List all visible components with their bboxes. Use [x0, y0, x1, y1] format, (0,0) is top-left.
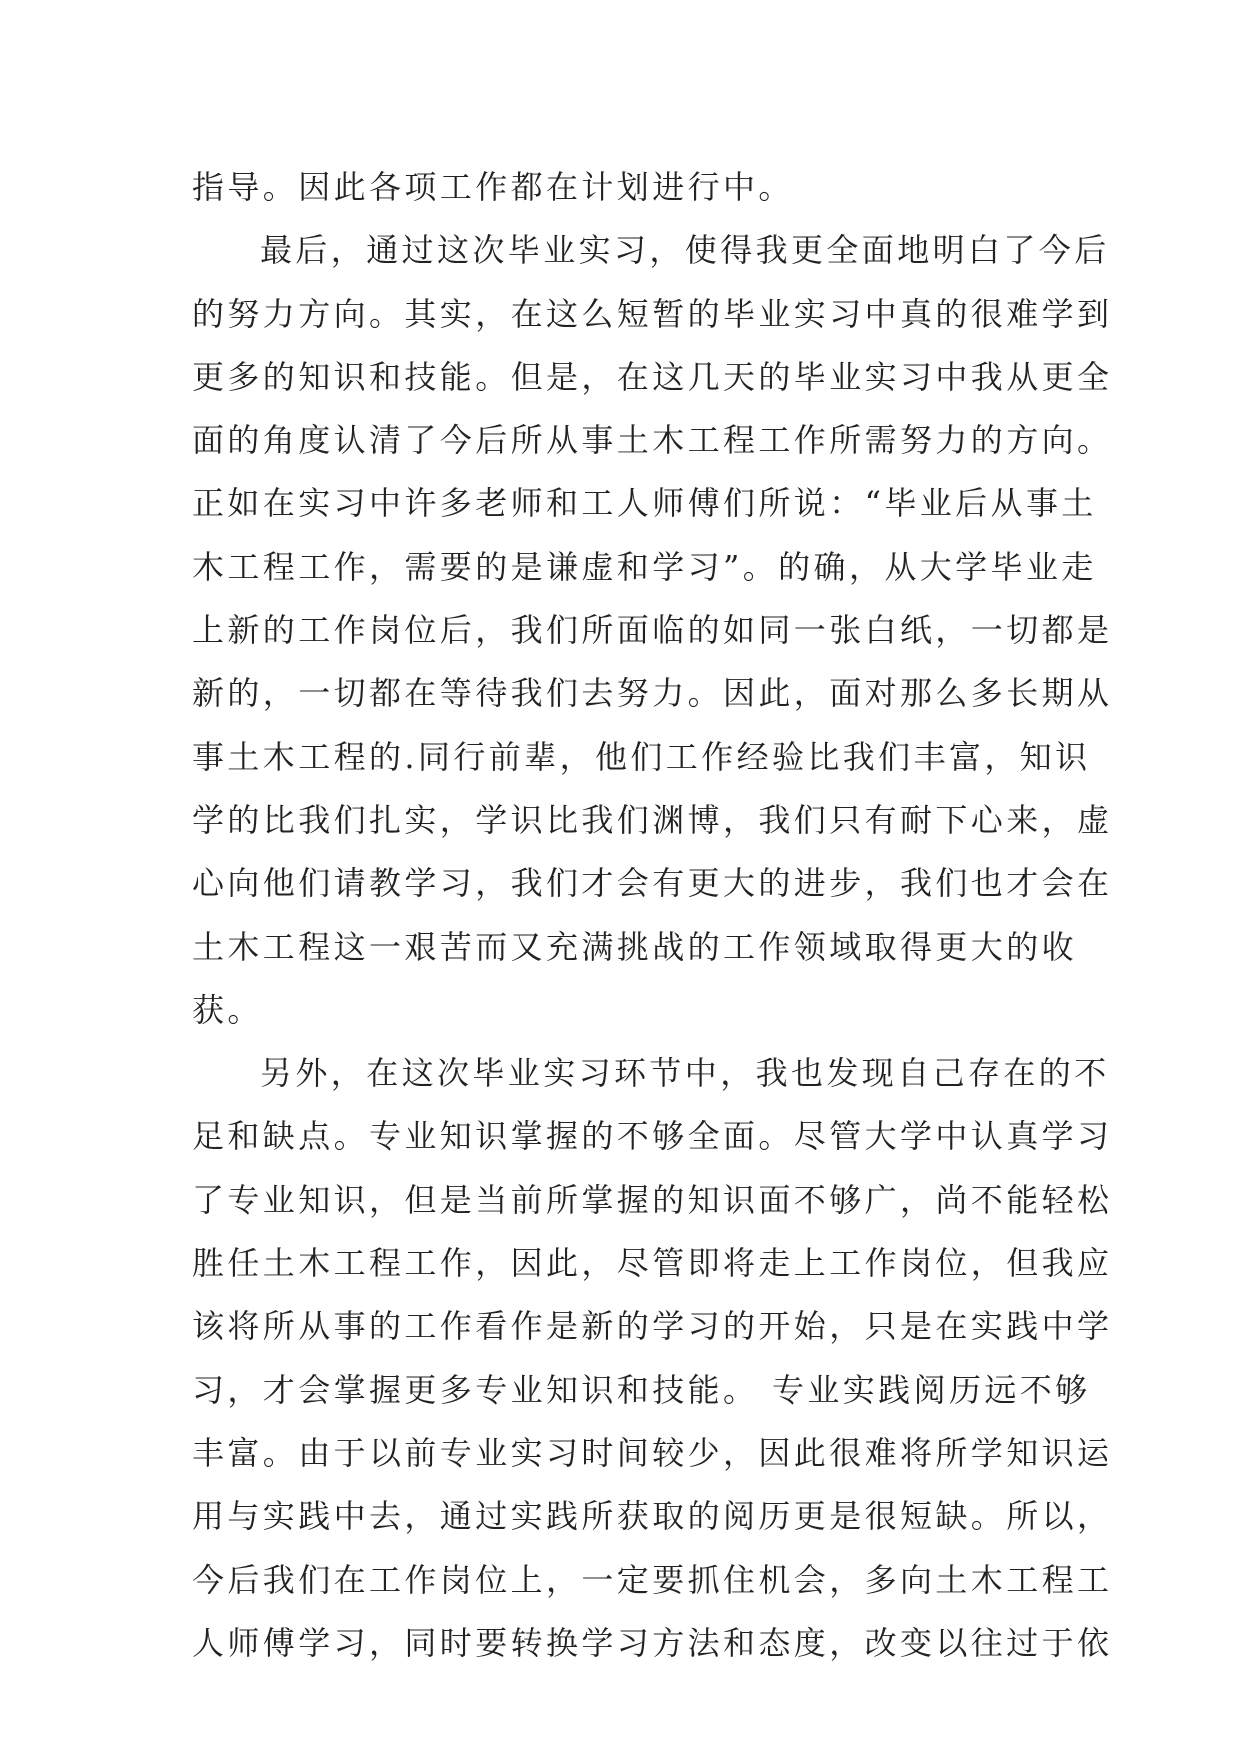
- text-line: 了专业知识，但是当前所掌握的知识面不够广，尚不能轻松: [192, 1180, 1113, 1219]
- text-line: 更多的知识和技能。但是，在这几天的毕业实习中我从更全: [192, 357, 1113, 396]
- text-line: 习，才会掌握更多专业知识和技能。 专业实践阅历远不够: [192, 1370, 1091, 1409]
- text-line: 心向他们请教学习，我们才会有更大的进步，我们也才会在: [192, 864, 1113, 903]
- text-line: 今后我们在工作岗位上，一定要抓住机会，多向土木工程工: [192, 1560, 1113, 1599]
- text-line: 的努力方向。其实，在这么短暂的毕业实习中真的很难学到: [192, 294, 1113, 333]
- text-line: 获。: [192, 990, 263, 1029]
- text-line: 事土木工程的.同行前辈，他们工作经验比我们丰富，知识: [192, 737, 1091, 776]
- text-line: 用与实践中去，通过实践所获取的阅历更是很短缺。所以，: [192, 1497, 1113, 1536]
- text-line: 指导。因此各项工作都在计划进行中。: [192, 168, 794, 206]
- text-line: 上新的工作岗位后，我们所面临的如同一张白纸，一切都是: [192, 611, 1113, 650]
- text-line: 木工程工作，需要的是谦虚和学习”。的确，从大学毕业走: [192, 547, 1097, 586]
- text-line: 学的比我们扎实，学识比我们渊博，我们只有耐下心来，虚: [192, 800, 1113, 839]
- text-line: 足和缺点。专业知识掌握的不够全面。尽管大学中认真学习: [192, 1117, 1113, 1156]
- text-line: 胜任土木工程工作，因此，尽管即将走上工作岗位，但我应: [192, 1244, 1113, 1283]
- text-line: 新的，一切都在等待我们去努力。因此，面对那么多长期从: [192, 674, 1113, 713]
- text-line: 土木工程这一艰苦而又充满挑战的工作领域取得更大的收: [192, 927, 1078, 966]
- body-text: [192, 156, 1113, 1675]
- paragraph-first-line: 另外，在这次毕业实习环节中，我也发现自己存在的不: [260, 1054, 1110, 1093]
- text-line: 面的角度认清了今后所从事土木工程工作所需努力的方向。: [192, 421, 1113, 460]
- text-line: 正如在实习中许多老师和工人师傅们所说：“毕业后从事土: [192, 484, 1097, 523]
- text-line: 人师傅学习，同时要转换学习方法和态度，改变以往过于依: [192, 1623, 1113, 1662]
- text-line: 该将所从事的工作看作是新的学习的开始，只是在实践中学: [192, 1307, 1113, 1346]
- paragraph-first-line: 最后，通过这次毕业实习，使得我更全面地明白了今后: [260, 231, 1110, 270]
- text-line: 丰富。由于以前专业实习时间较少，因此很难将所学知识运: [192, 1433, 1113, 1472]
